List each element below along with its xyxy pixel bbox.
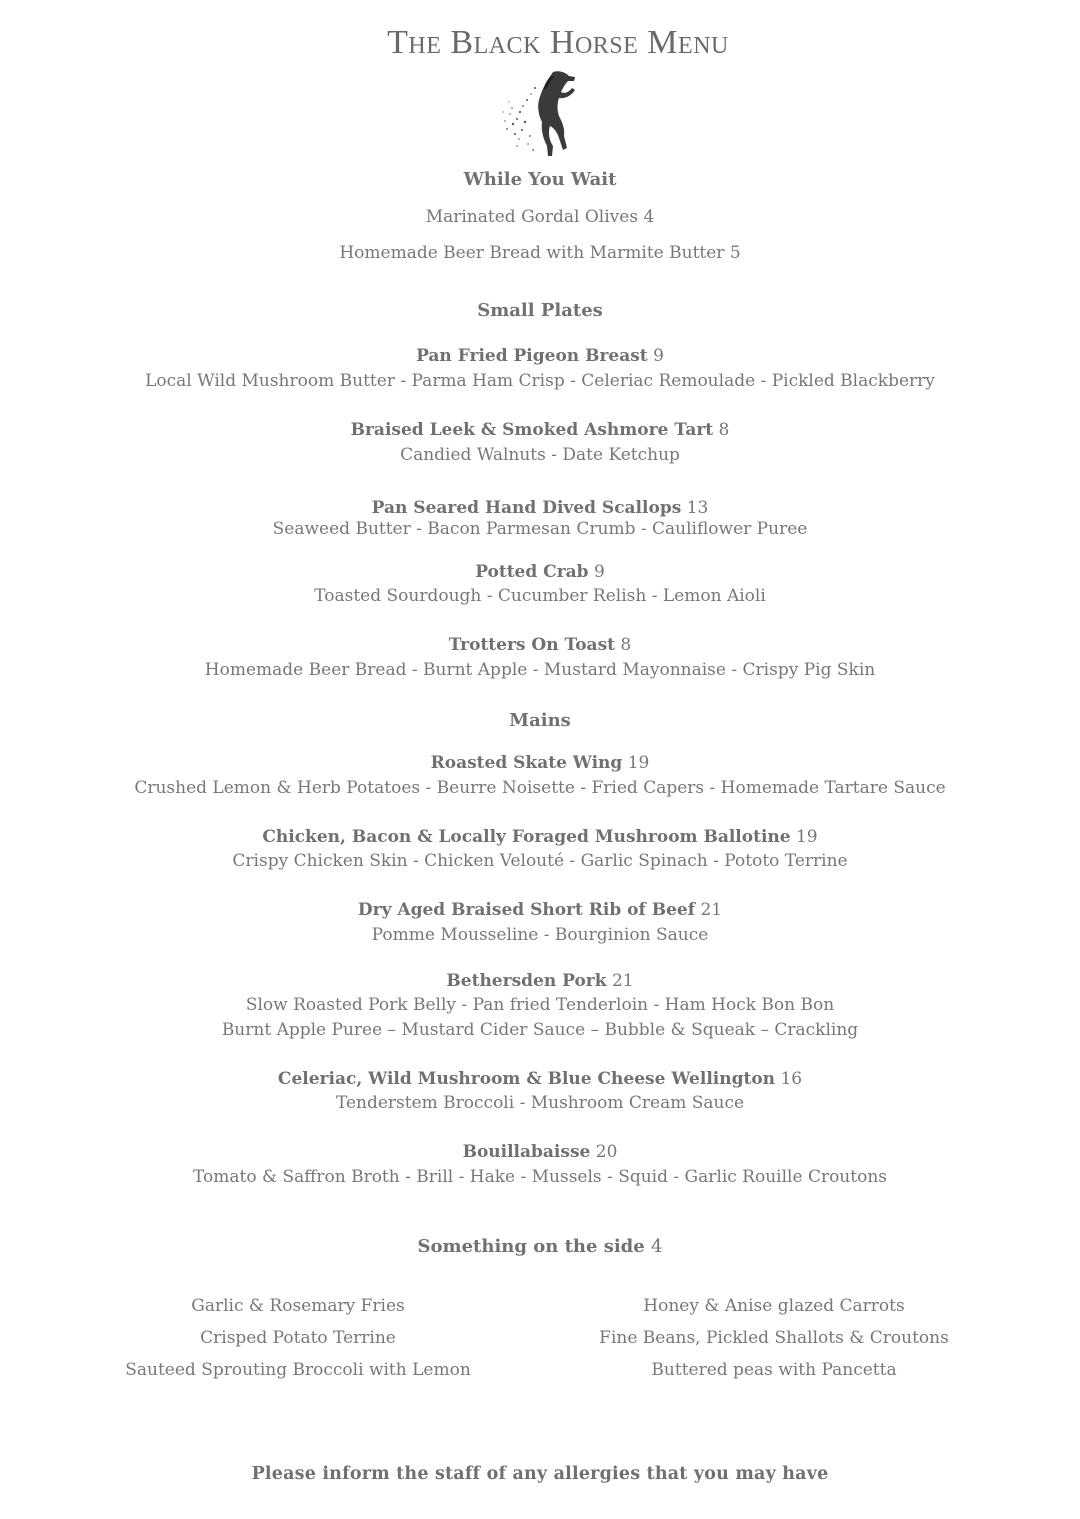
sides-heading-text: Something on the side [417, 1236, 645, 1257]
dish-description: Toasted Sourdough - Cucumber Relish - Lemon Aioli [314, 586, 766, 606]
dish-price: 19 [795, 827, 818, 847]
dish-name: Roasted Skate Wing [430, 753, 623, 773]
list-item: Fine Beans, Pickled Shallots & Croutons [599, 1328, 949, 1348]
list-item: Sauteed Sprouting Broccoli with Lemon [125, 1360, 471, 1380]
list-item: Homemade Beer Bread with Marmite Butter 5 [339, 243, 741, 263]
dish-price: 19 [627, 753, 650, 773]
menu-title: The Black Horse Menu [387, 24, 729, 61]
dish-name: Pan Fried Pigeon Breast [416, 346, 648, 366]
dish-description: Local Wild Mushroom Butter - Parma Ham Crisp - Celeriac Remoulade - Pickled Blackberry [145, 371, 935, 391]
dish-description: Seaweed Butter - Bacon Parmesan Crumb - Cauliflower Puree [272, 519, 808, 539]
sides-right-column [534, 1293, 1014, 1389]
dish-title [0, 1142, 1080, 1162]
dish-name: Pan Seared Hand Dived Scallops [371, 498, 682, 518]
dish-price: 20 [595, 1142, 618, 1162]
dish-name: Dry Aged Braised Short Rib of Beef [357, 900, 696, 920]
dish-description: Homemade Beer Bread - Burnt Apple - Mustard Mayonnaise - Crispy Pig Skin [204, 660, 876, 680]
dish-title [0, 900, 1080, 920]
dish-name: Potted Crab [475, 562, 589, 582]
dish-price: 16 [780, 1069, 803, 1089]
sides-heading [0, 1236, 1080, 1257]
dish-description: Crushed Lemon & Herb Potatoes - Beurre Noisette - Fried Capers - Homemade Tartare Sauce [134, 778, 946, 798]
mains-heading: Mains [509, 710, 571, 731]
sides-left-column [58, 1293, 538, 1389]
allergy-notice: Please inform the staff of any allergies that you may have [251, 1464, 829, 1484]
dish-price: 8 [718, 420, 730, 440]
dish-description: Tomato & Saffron Broth - Brill - Hake - Mussels - Squid - Garlic Rouille Croutons [192, 1167, 887, 1187]
dish-price: 9 [593, 562, 605, 582]
list-item: Honey & Anise glazed Carrots [643, 1296, 905, 1316]
small-plates-heading: Small Plates [477, 300, 603, 321]
dish-price: 13 [686, 498, 709, 518]
dish-title [0, 562, 1080, 582]
dish-description: Pomme Mousseline - Bourginion Sauce [371, 925, 709, 945]
while-you-wait-heading: While You Wait [463, 169, 617, 190]
dish-name: Chicken, Bacon & Locally Foraged Mushroom Ballotine [262, 827, 791, 847]
dish-description: Candied Walnuts - Date Ketchup [400, 445, 680, 465]
rearing-horse-icon [495, 64, 595, 162]
dish-title [0, 498, 1080, 518]
list-item: Garlic & Rosemary Fries [191, 1296, 405, 1316]
dish-title [0, 1069, 1080, 1089]
dish-price: 9 [653, 346, 664, 366]
dish-price: 21 [700, 900, 723, 920]
dish-description: Crispy Chicken Skin - Chicken Velouté - Garlic Spinach - Pototo Terrine [232, 851, 848, 871]
dish-name: Bethersden Pork [446, 971, 607, 991]
list-item: Crisped Potato Terrine [200, 1328, 396, 1348]
sides-price: 4 [651, 1236, 663, 1257]
dish-title [0, 635, 1080, 655]
dish-description: Tenderstem Broccoli - Mushroom Cream Sauce [335, 1093, 745, 1113]
dish-title [0, 753, 1080, 773]
list-item: Buttered peas with Pancetta [651, 1360, 897, 1380]
list-item: Marinated Gordal Olives 4 [425, 207, 655, 227]
dish-title [0, 827, 1080, 847]
dish-description: Slow Roasted Pork Belly - Pan fried Tenderloin - Ham Hock Bon Bon [245, 995, 835, 1015]
dish-title [0, 971, 1080, 991]
dish-name: Celeriac, Wild Mushroom & Blue Cheese Wellington [277, 1069, 776, 1089]
dish-title [0, 420, 1080, 440]
dish-name: Trotters On Toast [448, 635, 615, 655]
dish-description: Burnt Apple Puree – Mustard Cider Sauce – Bubble & Squeak – Crackling [221, 1020, 859, 1040]
dish-title [0, 346, 1080, 366]
dish-name: Bouillabaisse [462, 1142, 591, 1162]
dish-price: 8 [620, 635, 632, 655]
dish-name: Braised Leek & Smoked Ashmore Tart [350, 420, 714, 440]
dish-price: 21 [611, 971, 634, 991]
